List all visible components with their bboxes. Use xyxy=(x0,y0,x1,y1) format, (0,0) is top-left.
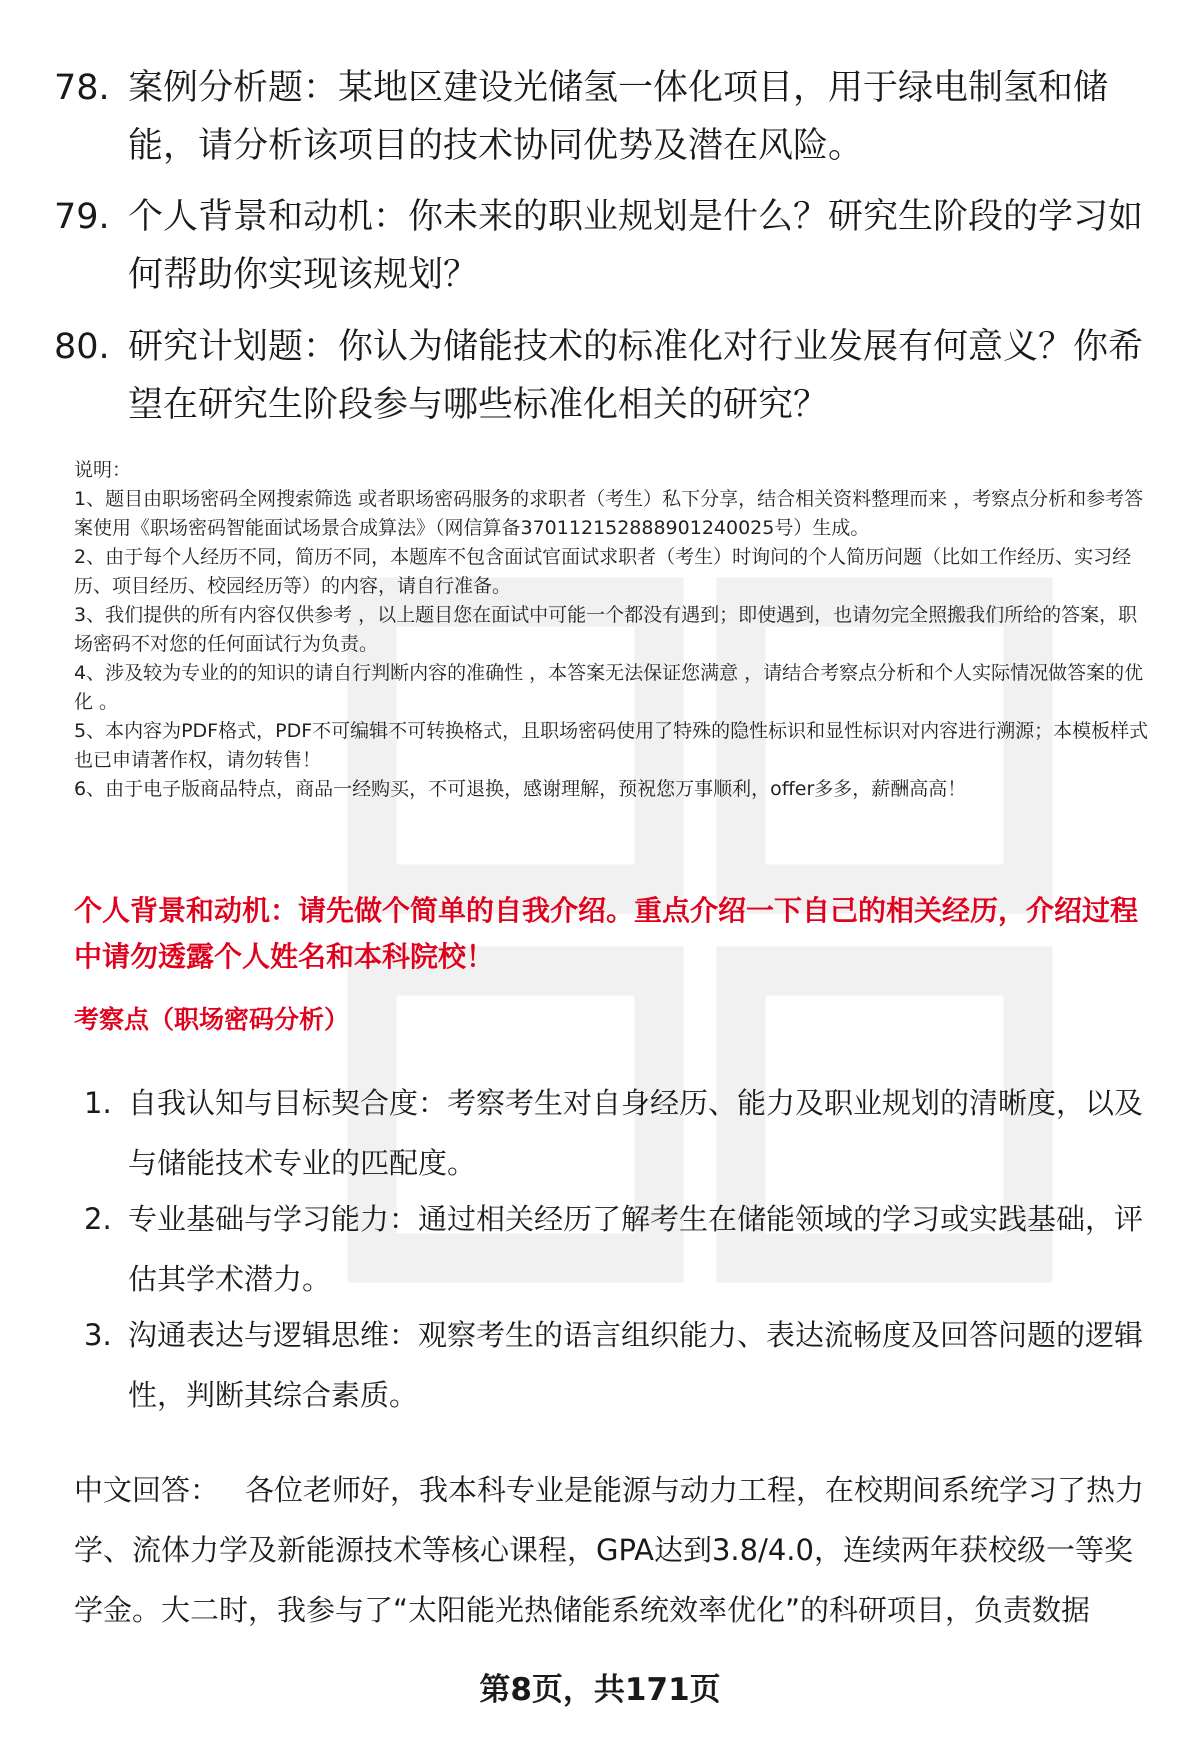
notes-title: 说明： xyxy=(74,459,132,481)
answer-label: 中文回答： xyxy=(74,1473,220,1507)
note-item: 3、我们提供的所有内容仅供参考 ，以上题目您在面试中可能一个都没有遇到；即使遇到，也请勿完全照搬我们所给的答案，职场密码不对您的任何面试行为负责。 xyxy=(74,604,1138,655)
notes-block xyxy=(74,456,1149,804)
point-number: 2. xyxy=(84,1202,112,1236)
point-text: 沟通表达与逻辑思维：观察考生的语言组织能力、表达流畅度及回答问题的逻辑性，判断其综合素质。 xyxy=(128,1318,1144,1412)
analysis-label: 考察点（职场密码分析） xyxy=(74,1005,350,1034)
question-80 xyxy=(54,318,1144,434)
answer-block xyxy=(74,1460,1159,1640)
point-text: 自我认知与目标契合度：考察考生对自身经历、能力及职业规划的清晰度，以及与储能技术专业的匹配度。 xyxy=(128,1086,1144,1180)
note-item: 5、本内容为PDF格式，PDF不可编辑不可转换格式，且职场密码使用了特殊的隐性标识和显性标识对内容进行溯源；本模板样式也已申请著作权，请勿转售！ xyxy=(74,720,1149,771)
analysis-point xyxy=(74,1189,1159,1309)
question-text: 研究计划题：你认为储能技术的标准化对行业发展有何意义？你希望在研究生阶段参与哪些标准化相关的研究？ xyxy=(128,327,1144,425)
point-number: 1. xyxy=(84,1086,112,1120)
question-number: 79. xyxy=(54,197,110,237)
analysis-point xyxy=(74,1073,1159,1193)
analysis-points xyxy=(74,1073,1159,1425)
note-item: 4、涉及较为专业的的知识的请自行判断内容的准确性 ，本答案无法保证您满意 ，请结合考察点分析和个人实际情况做答案的优化 。 xyxy=(74,662,1144,713)
point-number: 3. xyxy=(84,1318,112,1352)
note-item: 6、由于电子版商品特点，商品一经购买，不可退换，感谢理解，预祝您万事顺利，offer多多，薪酬高高！ xyxy=(74,778,967,800)
analysis-point xyxy=(74,1305,1159,1425)
note-item: 2、由于每个人经历不同，简历不同，本题库不包含面试官面试求职者（考生）时询问的个人简历问题（比如工作经历、实习经历、项目经历、校园经历等）的内容，请自行准备。 xyxy=(74,546,1132,597)
interview-question-heading: 个人背景和动机：请先做个简单的自我介绍。重点介绍一下自己的相关经历，介绍过程中请勿透露个人姓名和本科院校！ xyxy=(74,894,1139,973)
question-78 xyxy=(54,59,1144,175)
question-79 xyxy=(54,188,1144,304)
question-text: 个人背景和动机：你未来的职业规划是什么？研究生阶段的学习如何帮助你实现该规划？ xyxy=(128,197,1144,295)
page-footer: 第8页，共171页 xyxy=(479,1672,721,1708)
question-number: 78. xyxy=(54,68,110,108)
point-text: 专业基础与学习能力：通过相关经历了解考生在储能领域的学习或实践基础，评估其学术潜力。 xyxy=(128,1202,1144,1296)
answer-text: 各位老师好，我本科专业是能源与动力工程，在校期间系统学习了热力学、流体力学及新能源技术等核心课程，GPA达到3.8/4.0，连续两年获校级一等奖学金。大二时，我参与了“太阳能光热储能系统效率优化”的科研项目，负责数据 xyxy=(74,1473,1145,1627)
question-number: 80. xyxy=(54,327,110,367)
note-item: 1、题目由职场密码全网搜索筛选 或者职场密码服务的求职者（考生）私下分享，结合相关资料整理而来 ，考察点分析和参考答案使用《职场密码智能面试场景合成算法》（网信算备370112152888901240025号）生成。 xyxy=(74,488,1144,539)
question-text: 案例分析题：某地区建设光储氢一体化项目，用于绿电制氢和储能，请分析该项目的技术协同优势及潜在风险。 xyxy=(128,68,1109,166)
